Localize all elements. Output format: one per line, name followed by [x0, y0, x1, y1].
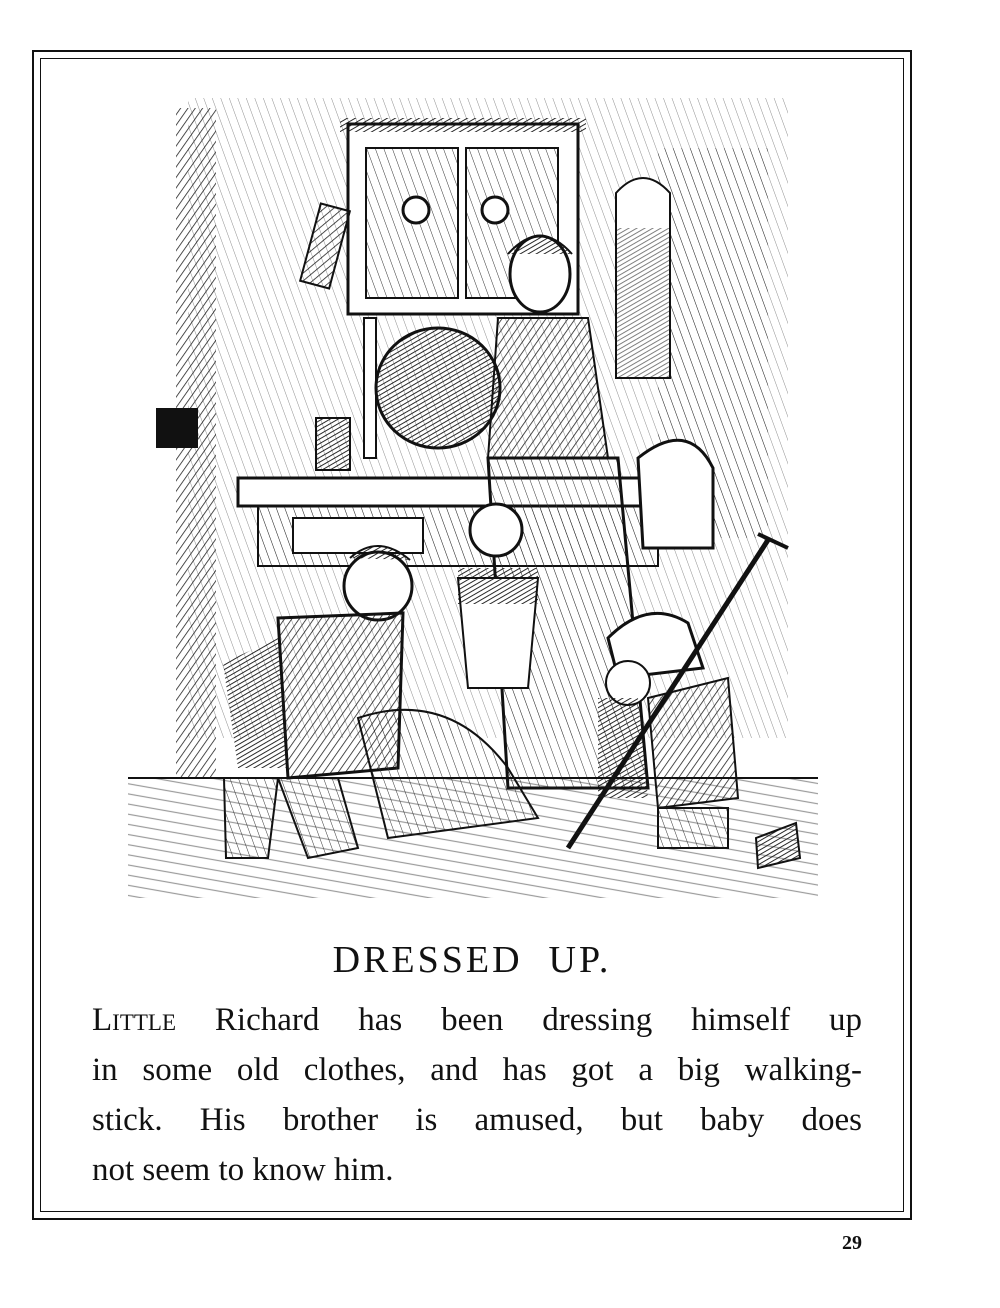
story-line	[92, 995, 862, 1045]
page-title	[40, 938, 904, 982]
story-line	[92, 1045, 862, 1095]
title-word-2: UP.	[548, 939, 612, 981]
story-line-text: in some old clothes, and has got a big walking-	[92, 1052, 862, 1088]
story-line-text: Richard has been dressing himself up	[176, 1002, 862, 1038]
engraving-kitchen-scene-icon	[128, 78, 818, 908]
story-line	[92, 1095, 862, 1145]
page-number: 29	[842, 1232, 862, 1254]
story-line	[92, 1145, 862, 1195]
title-word-1: DRESSED	[332, 939, 523, 981]
story-paragraph	[92, 995, 862, 1195]
story-lead-word: Little	[92, 1002, 177, 1038]
story-line-text: not seem to know him.	[92, 1152, 394, 1188]
story-line-text: stick. His brother is amused, but baby does	[92, 1102, 862, 1138]
